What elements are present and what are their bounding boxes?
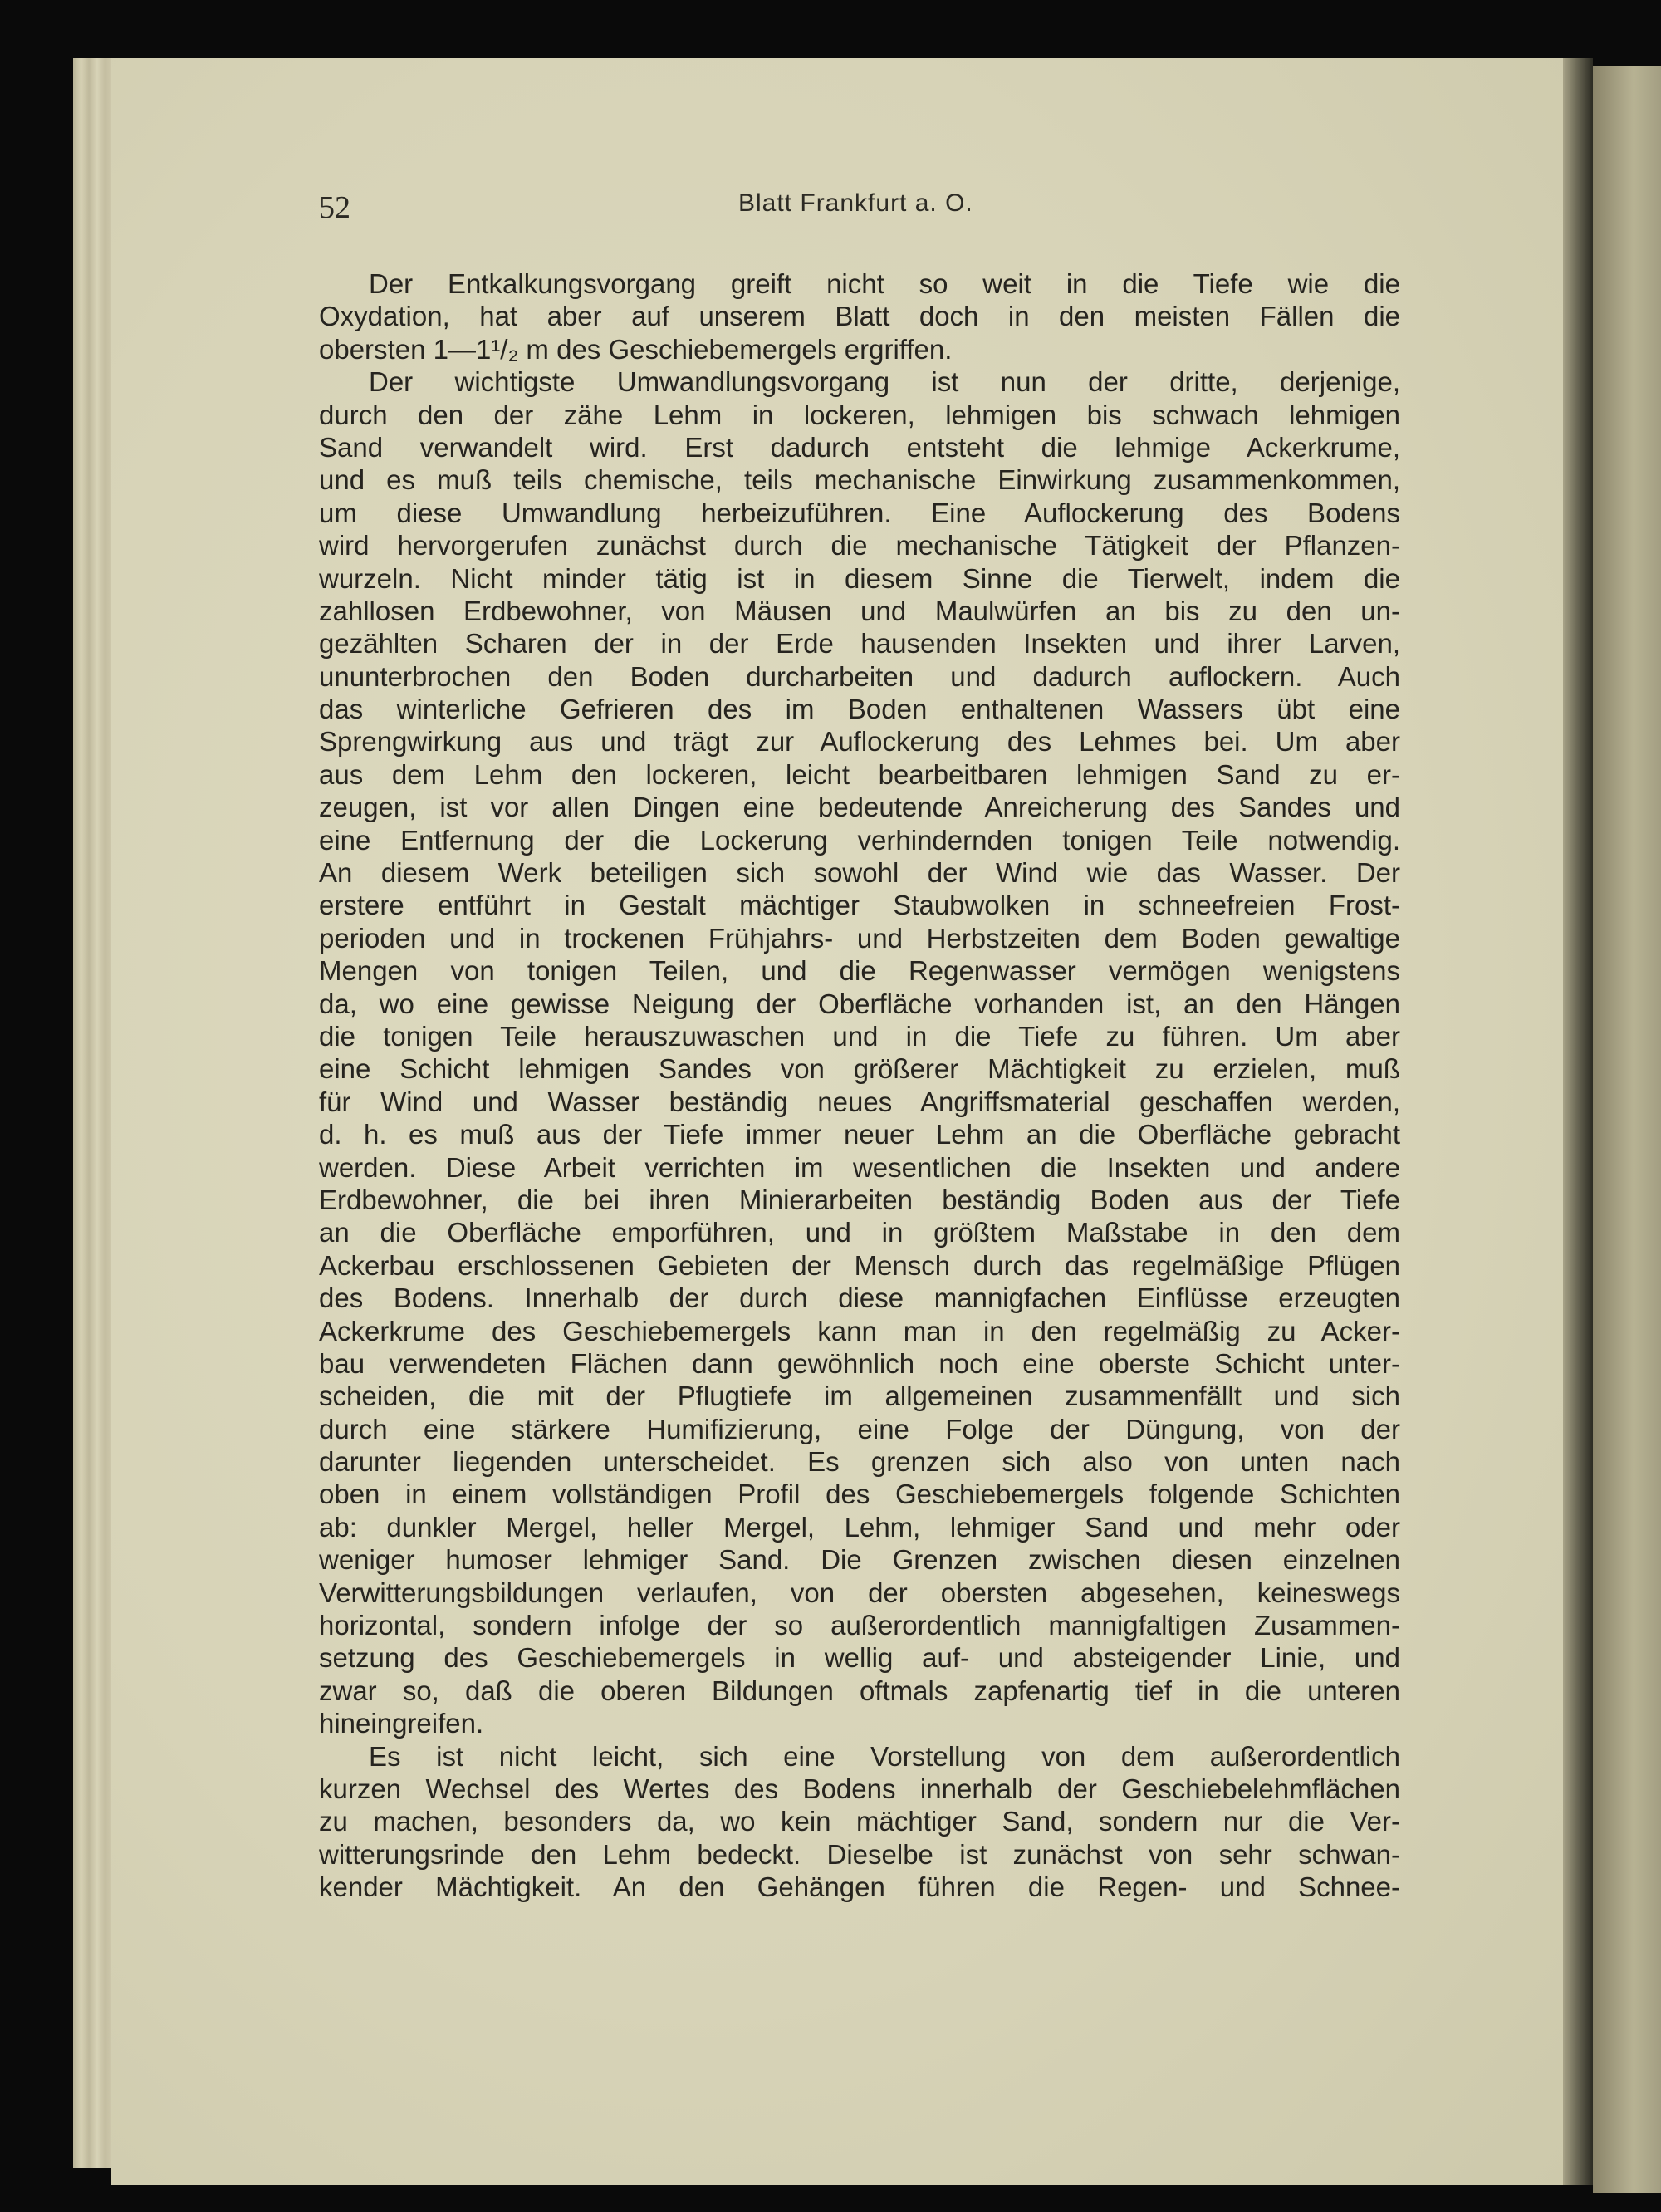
page-number: 52: [319, 190, 350, 225]
text-line: perioden und in trockenen Frühjahrs- und Herbstzeiten dem Boden gewaltige: [319, 922, 1400, 954]
text-line: zu machen, besonders da, wo kein mächtiger Sand, sondern nur die Ver-: [319, 1806, 1400, 1837]
text-line: scheiden, die mit der Pflugtiefe im allgemeinen zusammenfällt und sich: [319, 1381, 1400, 1412]
text-line: kender Mächtigkeit. An den Gehängen führen die Regen- und Schnee-: [319, 1871, 1400, 1903]
text-line: und es muß teils chemische, teils mechanische Einwirkung zusammenkommen,: [319, 464, 1400, 496]
text-line: gezählten Scharen der in der Erde hausenden Insekten und ihrer Larven,: [319, 628, 1400, 660]
text-line: ab: dunkler Mergel, heller Mergel, Lehm, lehmiger Sand und mehr oder: [319, 1511, 1400, 1543]
text-line: Oxydation, hat aber auf unserem Blatt doch in den meisten Fällen die: [319, 301, 1400, 332]
text-line: Der wichtigste Umwandlungsvorgang ist nun der dritte, derjenige,: [369, 366, 1400, 398]
text-line: weniger humoser lehmiger Sand. Die Grenzen zwischen diesen einzelnen: [319, 1544, 1400, 1576]
text-line: Der Entkalkungsvorgang greift nicht so weit in die Tiefe wie die: [369, 268, 1400, 299]
text-line: kurzen Wechsel des Wertes des Bodens innerhalb der Geschiebelehmflächen: [319, 1773, 1400, 1804]
text-line: hineingreifen.: [319, 1708, 484, 1739]
text-line: um diese Umwandlung herbeizuführen. Eine Auflockerung des Bodens: [319, 497, 1400, 528]
body-text: [319, 267, 1400, 1904]
text-line: erstere entführt in Gestalt mächtiger Staubwolken in schneefreien Frost-: [319, 890, 1400, 921]
book-gutter: [1563, 58, 1593, 2185]
text-line: zahllosen Erdbewohner, von Mäusen und Maulwürfen an bis zu den un-: [319, 595, 1400, 626]
text-line: darunter liegenden unterscheidet. Es grenzen sich also von unten nach: [319, 1446, 1400, 1478]
text-line: das winterliche Gefrieren des im Boden enthaltenen Wassers übt eine: [319, 694, 1400, 725]
text-line: eine Schicht lehmigen Sandes von größerer Mächtigkeit zu erzielen, muß: [319, 1053, 1400, 1085]
text-line: setzung des Geschiebemergels in wellig auf- und absteigender Linie, und: [319, 1642, 1400, 1674]
text-line: für Wind und Wasser beständig neues Angriffsmaterial geschaffen werden,: [319, 1086, 1400, 1117]
text-line: d. h. es muß aus der Tiefe immer neuer Lehm an die Oberfläche gebracht: [319, 1119, 1400, 1150]
text-line: da, wo eine gewisse Neigung der Oberfläche vorhanden ist, an den Hängen: [319, 988, 1400, 1019]
text-line: des Bodens. Innerhalb der durch diese mannigfachen Einflüsse erzeugten: [319, 1283, 1400, 1314]
stacked-page-edges: [73, 58, 113, 2168]
text-line: Sand verwandelt wird. Erst dadurch entsteht die lehmige Ackerkrume,: [319, 431, 1400, 463]
text-line: Es ist nicht leicht, sich eine Vorstellung von dem außerordentlich: [369, 1740, 1400, 1772]
text-line: Erdbewohner, die bei ihren Minierarbeiten beständig Boden aus der Tiefe: [319, 1184, 1400, 1215]
text-line: werden. Diese Arbeit verrichten im wesentlichen die Insekten und andere: [319, 1151, 1400, 1183]
text-line: zeugen, ist vor allen Dingen eine bedeutende Anreicherung des Sandes und: [319, 792, 1400, 823]
text-line: Verwitterungsbildungen verlaufen, von der obersten abgesehen, keineswegs: [319, 1577, 1400, 1608]
text-line: Ackerbau erschlossenen Gebieten der Mensch durch das regelmäßige Pflügen: [319, 1249, 1400, 1281]
text-line: bau verwendeten Flächen dann gewöhnlich noch eine oberste Schicht unter-: [319, 1347, 1400, 1379]
text-line: wurzeln. Nicht minder tätig ist in diesem Sinne die Tierwelt, indem die: [319, 562, 1400, 594]
text-line: obersten 1—1¹/₂ m des Geschiebemergels ergriffen.: [319, 333, 953, 365]
paragraph-2: [319, 365, 1400, 1739]
facing-page-edge: [1593, 66, 1661, 2193]
text-line: An diesem Werk beteiligen sich sowohl der Wind wie das Wasser. Der: [319, 857, 1400, 889]
paragraph-1: [319, 267, 1400, 365]
text-line: wird hervorgerufen zunächst durch die mechanische Tätigkeit der Pflanzen-: [319, 530, 1400, 562]
page-header: [319, 189, 1399, 239]
text-line: aus dem Lehm den lockeren, leicht bearbeitbaren lehmigen Sand zu er-: [319, 758, 1400, 790]
text-line: Sprengwirkung aus und trägt zur Auflockerung des Lehmes bei. Um aber: [319, 726, 1400, 758]
text-line: Ackerkrume des Geschiebemergels kann man in den regelmäßig zu Acker-: [319, 1315, 1400, 1346]
text-line: witterungsrinde den Lehm bedeckt. Dieselbe ist zunächst von sehr schwan-: [319, 1838, 1400, 1870]
text-line: die tonigen Teile herauszuwaschen und in die Tiefe zu führen. Um aber: [319, 1020, 1400, 1052]
paragraph-3: [319, 1740, 1400, 1904]
text-line: zwar so, daß die oberen Bildungen oftmals zapfenartig tief in die unteren: [319, 1675, 1400, 1706]
text-line: an die Oberfläche emporführen, und in größtem Maßstabe in den dem: [319, 1217, 1400, 1248]
text-line: oben in einem vollständigen Profil des Geschiebemergels folgende Schichten: [319, 1479, 1400, 1510]
text-line: ununterbrochen den Boden durcharbeiten und dadurch auflockern. Auch: [319, 660, 1400, 692]
text-line: durch eine stärkere Humifizierung, eine Folge der Düngung, von der: [319, 1413, 1400, 1444]
text-line: Mengen von tonigen Teilen, und die Regenwasser vermögen wenigstens: [319, 955, 1400, 987]
text-line: eine Entfernung der die Lockerung verhindernden tonigen Teile notwendig.: [319, 824, 1400, 856]
text-line: horizontal, sondern infolge der so außerordentlich mannigfaltigen Zusammen-: [319, 1610, 1400, 1641]
running-title: Blatt Frankfurt a. O.: [738, 189, 973, 217]
text-line: durch den der zähe Lehm in lockeren, lehmigen bis schwach lehmigen: [319, 399, 1400, 430]
